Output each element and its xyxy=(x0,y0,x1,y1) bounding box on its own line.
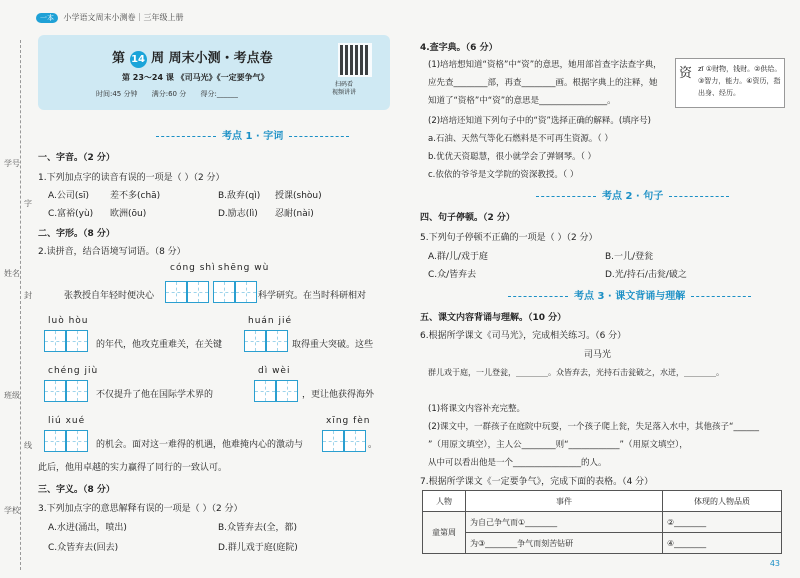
passage-line-4b: 。 xyxy=(368,440,378,450)
poem-title: 司马光 xyxy=(584,350,612,360)
table-cell-event-1[interactable]: 为自己争气而①________ xyxy=(466,512,663,533)
label-xuehao: 学号 xyxy=(4,159,20,168)
pinyin-7: liú xué xyxy=(48,416,86,426)
q4-sentence-c: c.依依的爷爷是文学院的资深教授。（ ） xyxy=(428,170,579,180)
q1-option-d1: D.励志(lì) xyxy=(218,209,258,219)
banner-title xyxy=(112,47,273,68)
section-heading-3: 考点 3 · 课文背诵与理解 xyxy=(502,287,757,302)
passage-line-2b: 取得重大突破。这些 xyxy=(292,340,374,350)
q3-option-c: C.众皆弃去(回去) xyxy=(48,543,119,553)
q6-part-1: (1)将课文内容补充完整。 xyxy=(428,404,526,414)
q6-part-2c: 从中可以看出他是一个________________的人。 xyxy=(428,458,607,468)
table-row xyxy=(423,512,782,533)
table-row xyxy=(423,533,782,554)
char-grid-6[interactable] xyxy=(44,430,88,452)
time-limit: 时间:45 分钟 xyxy=(96,90,138,98)
label-xuexiao: 学校 xyxy=(4,506,20,515)
pinyin-2: shēng wù xyxy=(218,263,270,273)
q1-option-b2: 授课(shòu) xyxy=(275,191,322,201)
passage-line-3b: ，更让他获得海外 xyxy=(302,390,375,400)
question-4: 4.查字典。（6 分） xyxy=(420,43,498,53)
character-table xyxy=(422,490,782,554)
question-3: 3.下列加点字的意思解释有误的一项是（ ）（2 分） xyxy=(38,504,243,514)
char-grid-5[interactable] xyxy=(254,380,298,402)
pinyin-5: chéng jiù xyxy=(48,366,99,376)
poem-text: 群儿戏于庭，一儿登瓮，________。众皆弃去，光持石击瓮破之，水迸，________。 xyxy=(428,368,724,377)
table-cell-quality-1[interactable]: ②________ xyxy=(663,512,782,533)
label-xingming: 姓名 xyxy=(4,269,20,278)
q3-option-b: B.众皆弃去(全，都) xyxy=(218,523,298,533)
q1-option-c2: 欧洲(ōu) xyxy=(110,209,147,219)
q6-part-2a: (2)课文中，一群孩子在庭院中玩耍，一个孩子爬上瓮，失足落入水中，其他孩子“______ xyxy=(428,422,759,432)
week-number-badge: 14 xyxy=(130,51,147,68)
series-title: 小学语文周末小测卷｜三年级上册 xyxy=(63,13,184,22)
exam-meta xyxy=(96,89,250,99)
qr-caption-line1: 扫码看 xyxy=(335,81,354,88)
page-number: 43 xyxy=(769,559,780,568)
q4-line-1: (1)培培想知道“资格”中“资”的意思，她用部首查字法查字典， xyxy=(428,60,662,70)
q1-option-c1: C.富裕(yù) xyxy=(48,209,94,219)
table-cell-person: 童第周 xyxy=(423,512,466,554)
table-header-person: 人物 xyxy=(423,491,466,512)
q4-line-3: 知道了“资格”中“资”的意思是________________。 xyxy=(428,96,616,106)
q4-line-4: (2)培培还知道下列句子中的“资”选择正确的解释。(填序号) xyxy=(428,116,651,126)
section-heading-2: 考点 2 · 句子 xyxy=(530,187,735,202)
part-four-heading: 四、句子停顿。（2 分） xyxy=(420,213,515,223)
table-cell-event-2[interactable]: 为③________争气而刻苦钻研 xyxy=(466,533,663,554)
label-banji: 班级 xyxy=(4,391,20,400)
q5-option-d: D.光/持石/击瓮/破之 xyxy=(605,270,687,280)
pinyin-1: cóng shì xyxy=(170,263,216,273)
table-header-event: 事件 xyxy=(466,491,663,512)
passage-line-3a: 不仅提升了他在国际学术界的 xyxy=(96,390,214,400)
question-5: 5.下列句子停顿不正确的一项是（ ）（2 分） xyxy=(420,233,598,243)
week-prefix: 第 xyxy=(112,51,126,66)
pinyin-8: xīng fèn xyxy=(326,416,371,426)
q4-line-2: 应先查________部，再查________画。根据字典上的注释，她 xyxy=(428,78,658,88)
q1-option-a2: 差不多(chā) xyxy=(110,191,161,201)
q3-option-d: D.群儿戏于庭(庭院) xyxy=(218,543,298,553)
passage-line-1b: 科学研究。在当时科研相对 xyxy=(258,291,367,301)
part-two-heading: 二、字形。（8 分） xyxy=(38,229,115,239)
q5-option-a: A.群/儿/戏于庭 xyxy=(428,252,488,262)
q1-option-b1: B.敌弃(qì) xyxy=(218,191,261,201)
label-xian: 线 xyxy=(24,441,32,450)
label-zi: 字 xyxy=(24,199,32,208)
part-one-heading: 一、字音。（2 分） xyxy=(38,153,115,163)
q1-option-d2: 忍耐(nài) xyxy=(275,209,314,219)
full-score: 满分:60 分 xyxy=(151,90,187,98)
q5-option-c: C.众/皆弃去 xyxy=(428,270,477,280)
question-2: 2.读拼音，结合语境写词语。（8 分） xyxy=(38,247,186,257)
score-field: 得分:______ xyxy=(200,90,238,98)
passage-line-4a: 的机会。面对这一难得的机遇，他难掩内心的激动与 xyxy=(96,440,304,450)
q5-option-b: B.一儿/登瓮 xyxy=(605,252,654,262)
qr-code xyxy=(338,43,372,77)
q6-part-2b: ”（用原文填空），主人公________则“____________”（用原文填空）， xyxy=(428,440,688,450)
binding-line xyxy=(20,40,21,570)
part-three-heading: 三、字义。（8 分） xyxy=(38,485,115,495)
title-banner xyxy=(38,35,390,110)
pinyin-6: dì wèi xyxy=(258,366,291,376)
passage-line-5: 此后，他用卓越的实力赢得了同行的一致认可。 xyxy=(38,463,228,473)
char-grid-1[interactable] xyxy=(165,281,257,303)
question-7: 7.根据所学课文《一定要争气》，完成下面的表格。（4 分） xyxy=(420,477,654,487)
char-grid-2[interactable] xyxy=(44,330,88,352)
passage-line-2a: 的年代，他攻克重难关，在关键 xyxy=(96,340,223,350)
char-grid-4[interactable] xyxy=(44,380,88,402)
pinyin-3: luò hòu xyxy=(48,316,89,326)
q4-sentence-a: a.石油、天然气等化石燃料是不可再生资源。（ ） xyxy=(428,134,613,144)
banner-heading: 周 周末小测・考点卷 xyxy=(151,51,273,66)
table-header-row xyxy=(423,491,782,512)
question-6: 6.根据所学课文《司马光》，完成相关练习。（6 分） xyxy=(420,331,627,341)
section-heading-1: 考点 1 · 字词 xyxy=(150,127,355,142)
label-feng: 封 xyxy=(24,291,32,300)
lesson-range: 第 23～24 课 《司马光》《一定要争气》 xyxy=(122,73,269,82)
passage-line-1a: 张教授自年轻时便决心 xyxy=(64,291,155,301)
table-cell-quality-2[interactable]: ④________ xyxy=(663,533,782,554)
question-1: 1.下列加点字的读音有误的一项是（ ）（2 分） xyxy=(38,173,225,183)
dictionary-char: 资 xyxy=(679,66,693,81)
brand-logo: 一本 xyxy=(36,13,58,23)
q3-option-a: A.水迸(涌出，喷出) xyxy=(48,523,127,533)
char-grid-7[interactable] xyxy=(322,430,366,452)
page-header xyxy=(36,12,184,23)
qr-caption-line2: 视频讲讲 xyxy=(332,89,357,96)
dictionary-definition: zī ①财物，钱财。②供给。③智力，能力。④资历，指出身、经历。 xyxy=(698,65,782,97)
qr-caption xyxy=(332,81,356,97)
q1-option-a1: A.公司(sī) xyxy=(48,191,90,201)
char-grid-3[interactable] xyxy=(244,330,288,352)
pinyin-4: huán jié xyxy=(248,316,293,326)
table-header-quality: 体现的人物品质 xyxy=(663,491,782,512)
q4-sentence-b: b.优优天资聪慧，很小就学会了弹钢琴。（ ） xyxy=(428,152,597,162)
dictionary-entry xyxy=(675,58,785,108)
part-five-heading: 五、课文内容背诵与理解。（10 分） xyxy=(420,313,567,323)
